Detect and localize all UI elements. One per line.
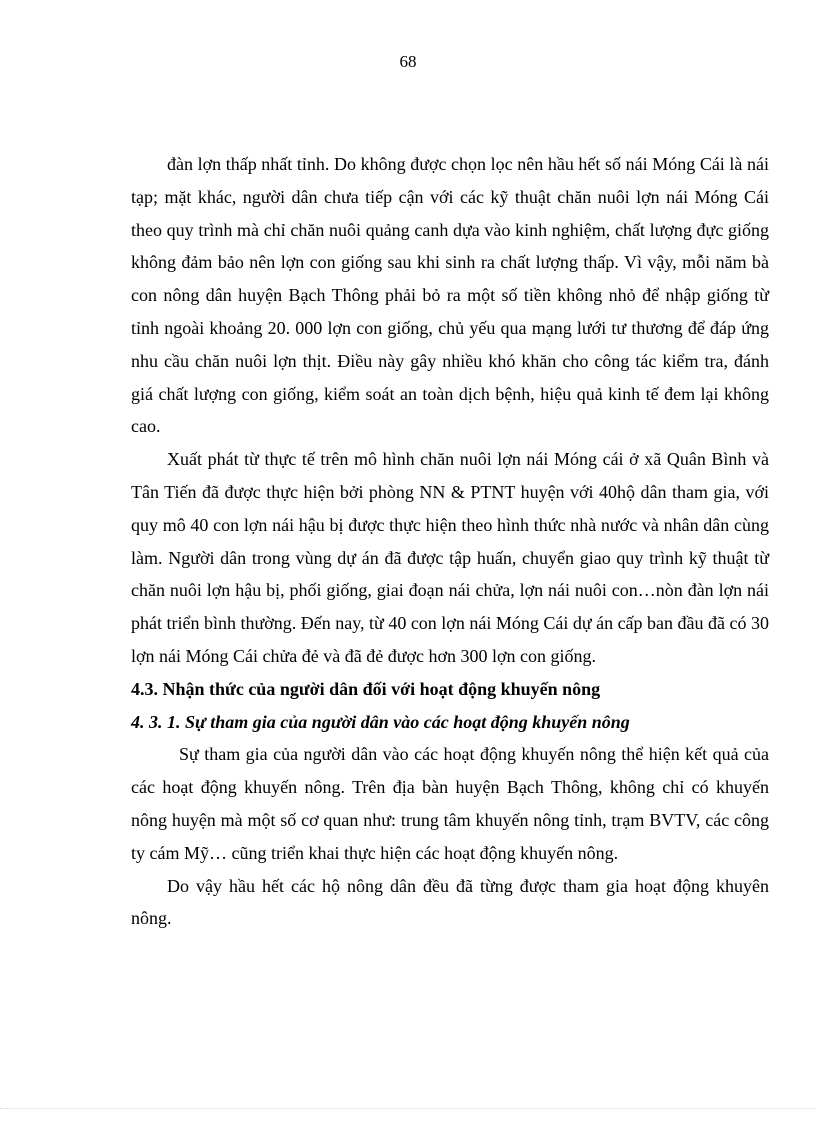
paragraph-pig-quality: đàn lợn thấp nhất tỉnh. Do không được chọn lọc nên hầu hết số nái Móng Cái là nái tạp; mặt khác, người dân chưa tiếp cận với các kỹ thuật chăn nuôi lợn nái Móng Cái theo quy trình mà chỉ chăn nuôi quảng canh dựa vào kinh nghiệm, chất lượng đực giống không đảm bảo nên lợn con giống sau khi sinh ra chất lượng thấp. Vì vậy, mỗi năm bà con nông dân huyện Bạch Thông phải bỏ ra một số tiền không nhỏ để nhập giống từ tỉnh ngoài khoảng 20. 000 lợn con giống, chủ yếu qua mạng lưới tư thương để đáp ứng nhu cầu chăn nuôi lợn thịt. Điều này gây nhiều khó khăn cho công tác kiểm tra, đánh giá chất lượng con giống, kiểm soát an toàn dịch bệnh, hiệu quả kinh tế đem lại không cao.	[131, 154, 769, 437]
paragraph-conclusion: Do vậy hầu hết các hộ nông dân đều đã từng được tham gia hoạt động khuyên nông.	[131, 875, 769, 929]
document-body	[131, 148, 769, 935]
page-bottom-divider	[0, 1108, 816, 1109]
subsection-heading: 4. 3. 1. Sự tham gia của người dân vào các hoạt động khuyến nông	[131, 711, 630, 732]
page-number: 68	[399, 52, 417, 71]
section-heading: 4.3. Nhận thức của người dân đối với hoạt động khuyến nông	[131, 678, 601, 699]
paragraph-participation: Sự tham gia của người dân vào các hoạt động khuyến nông thể hiện kết quả của các hoạt động khuyến nông. Trên địa bàn huyện Bạch Thông, không chỉ có khuyến nông huyện mà một số cơ quan như: trung tâm khuyến nông tỉnh, trạm BVTV, các công ty cám Mỹ… cũng triển khai thực hiện các hoạt động khuyến nông.	[131, 744, 769, 863]
paragraph-mong-cai-model: Xuất phát từ thực tế trên mô hình chăn nuôi lợn nái Móng cái ở xã Quân Bình và Tân Tiến đã được thực hiện bởi phòng NN & PTNT huyện với 40hộ dân tham gia, với quy mô 40 con lợn nái hậu bị được thực hiện theo hình thức nhà nước và nhân dân cùng làm. Người dân trong vùng dự án đã được tập huấn, chuyển giao quy trình kỹ thuật từ chăn nuôi lợn hậu bị, phối giống, giai đoạn nái chửa, lợn nái nuôi con…nòn đàn lợn nái phát triển bình thường. Đến nay, từ 40 con lợn nái Móng Cái dự án cấp ban đầu đã có 30 lợn nái Móng Cái chửa đẻ và đã đẻ được hơn 300 lợn con giống.	[131, 449, 769, 666]
